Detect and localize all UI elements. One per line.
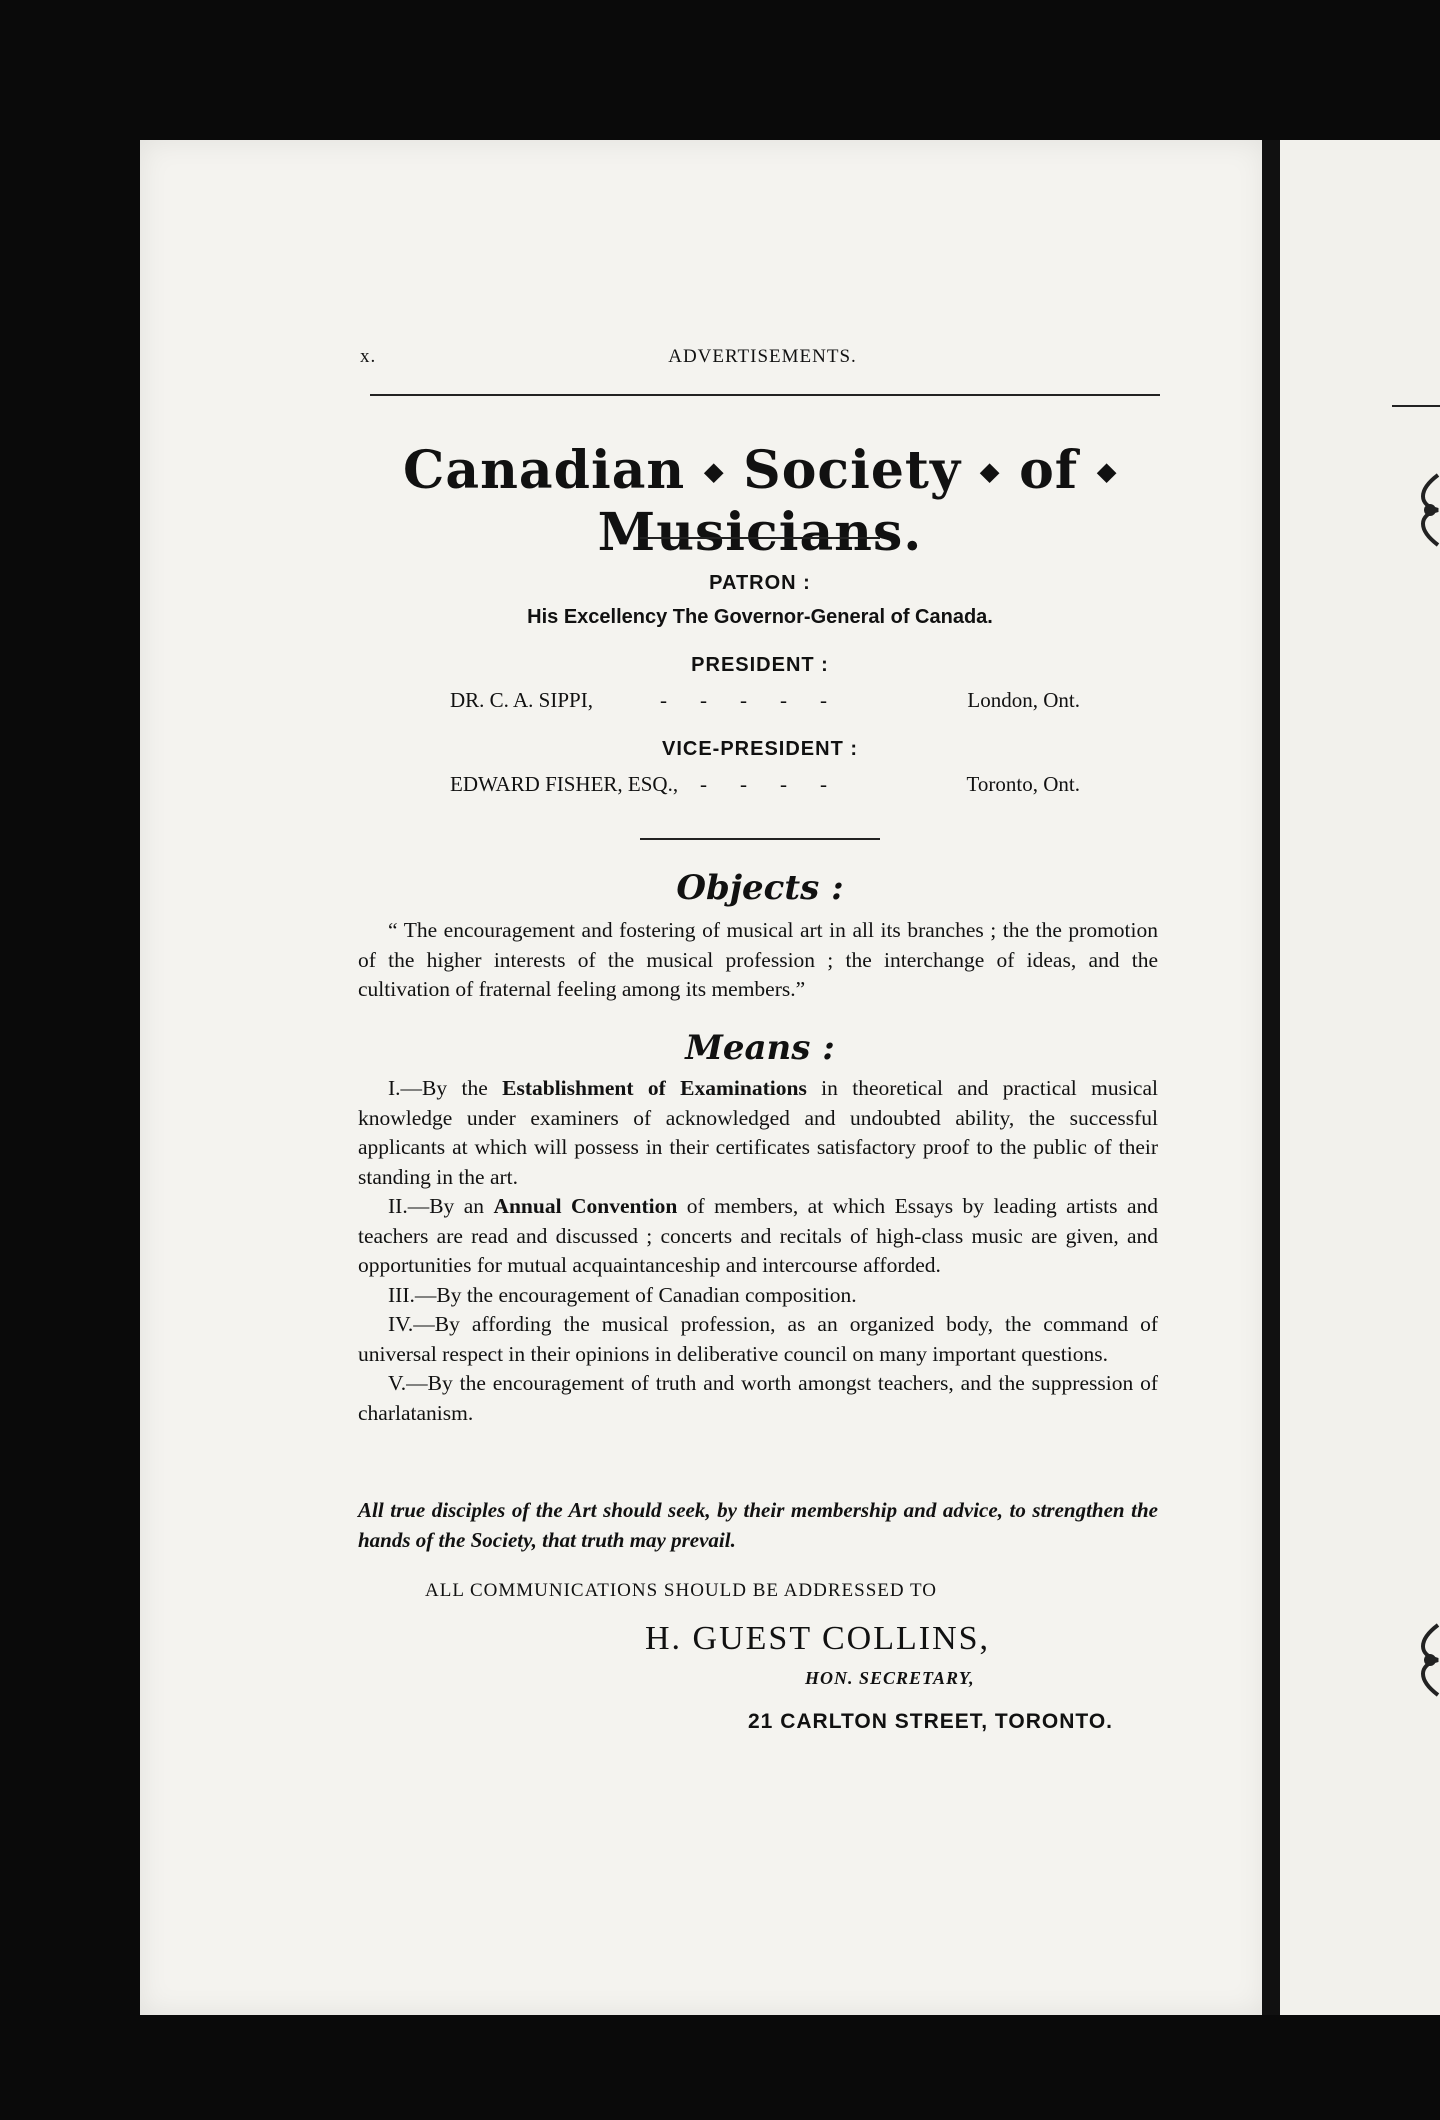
leader-dash: -: [820, 688, 827, 712]
means-item: [358, 1281, 1158, 1311]
exhortation: All true disciples of the Art should seek, by their membership and advice, to strengthen the hands of the Society, that truth may prevail.: [358, 1498, 1158, 1552]
leader-dash: -: [780, 772, 787, 796]
secretary-name: H. GUEST COLLINS,: [645, 1620, 991, 1657]
means-item: [358, 1074, 1158, 1192]
objects-text: [358, 916, 1158, 1005]
header-rule: [370, 394, 1160, 396]
address-intro: ALL COMMUNICATIONS SHOULD BE ADDRESSED TO: [425, 1580, 937, 1601]
president-place: London, Ont.: [967, 688, 1080, 712]
ornament-icon: [1408, 1620, 1440, 1700]
book-gutter: [1262, 140, 1280, 2015]
objects-heading: Objects :: [676, 868, 844, 908]
leader-dash: -: [700, 772, 707, 796]
facing-page-edge: [1280, 140, 1440, 2015]
means-item-rest: in theoretical and practical musical knowledge under examiners of acknowledged and undoubted ability, the successful applicants at which will possess in their certificates satisfactory proof to the public of their standing in the art.: [358, 1076, 1158, 1189]
leader-dash: -: [740, 772, 747, 796]
patron-label: PATRON :: [709, 572, 811, 594]
president-name: DR. C. A. SIPPI,: [450, 688, 593, 712]
means-item: [358, 1369, 1158, 1428]
leader-dash: -: [780, 688, 787, 712]
running-head: [360, 346, 1165, 376]
patron-name: His Excellency The Governor-General of Canada.: [527, 606, 993, 628]
facing-page-rule: [1392, 405, 1440, 407]
means-item-emphasis: Establishment of Examinations: [502, 1076, 807, 1100]
means-item: [358, 1192, 1158, 1281]
leader-dash: -: [660, 688, 667, 712]
leader-dash: -: [740, 688, 747, 712]
means-item-lead: V.—By the encouragement of truth and worth amongst teachers, and the suppression of charlatanism.: [358, 1371, 1158, 1425]
secretary-address: 21 CARLTON STREET, TORONTO.: [748, 1710, 1113, 1733]
divider-rule: [640, 838, 880, 840]
ornament-icon: [1408, 470, 1440, 550]
vice-president-label: VICE-PRESIDENT :: [661, 738, 859, 760]
vice-president-place: Toronto, Ont.: [966, 772, 1080, 796]
president-label: PRESIDENT :: [691, 654, 829, 676]
means-item-lead: IV.—By affording the musical profession, as an organized body, the command of universal respect in their opinions in deliberative council on many important questions.: [358, 1312, 1158, 1366]
objects-quote: “ The encouragement and fostering of musical art in all its branches ; the the promotion of the higher interests of the musical profession ; the interchange of ideas, and the cultivation of fraternal feeling among its members.”: [358, 918, 1158, 1001]
means-item-rest: of members, at which Essays by leading artists and teachers are read and discussed ; concerts and recitals of high-class music are given, and opportunities for mutual acquaintanceship and intercourse afforded.: [358, 1194, 1158, 1277]
means-heading: Means :: [685, 1028, 835, 1068]
vice-president-row: [450, 772, 1080, 802]
vice-president-name: EDWARD FISHER, ESQ.,: [450, 772, 679, 796]
means-item-lead: II.—By an: [388, 1194, 494, 1218]
means-list: [358, 1074, 1158, 1428]
section-title: ADVERTISEMENTS.: [668, 346, 857, 367]
president-row: [450, 688, 1080, 718]
means-item-lead: I.—By the: [388, 1076, 503, 1100]
means-item-emphasis: Annual Convention: [493, 1194, 678, 1218]
means-item: [358, 1310, 1158, 1369]
society-title: Canadian ⬩ Society ⬩ of ⬩ Musicians.: [403, 440, 1117, 563]
leader-dash: -: [700, 688, 707, 712]
page-number: x.: [360, 346, 377, 367]
secretary-title: HON. SECRETARY,: [805, 1668, 975, 1688]
means-item-lead: III.—By the encouragement of Canadian composition.: [388, 1282, 857, 1307]
leader-dash: -: [820, 772, 827, 796]
divider-rule: [640, 537, 880, 539]
